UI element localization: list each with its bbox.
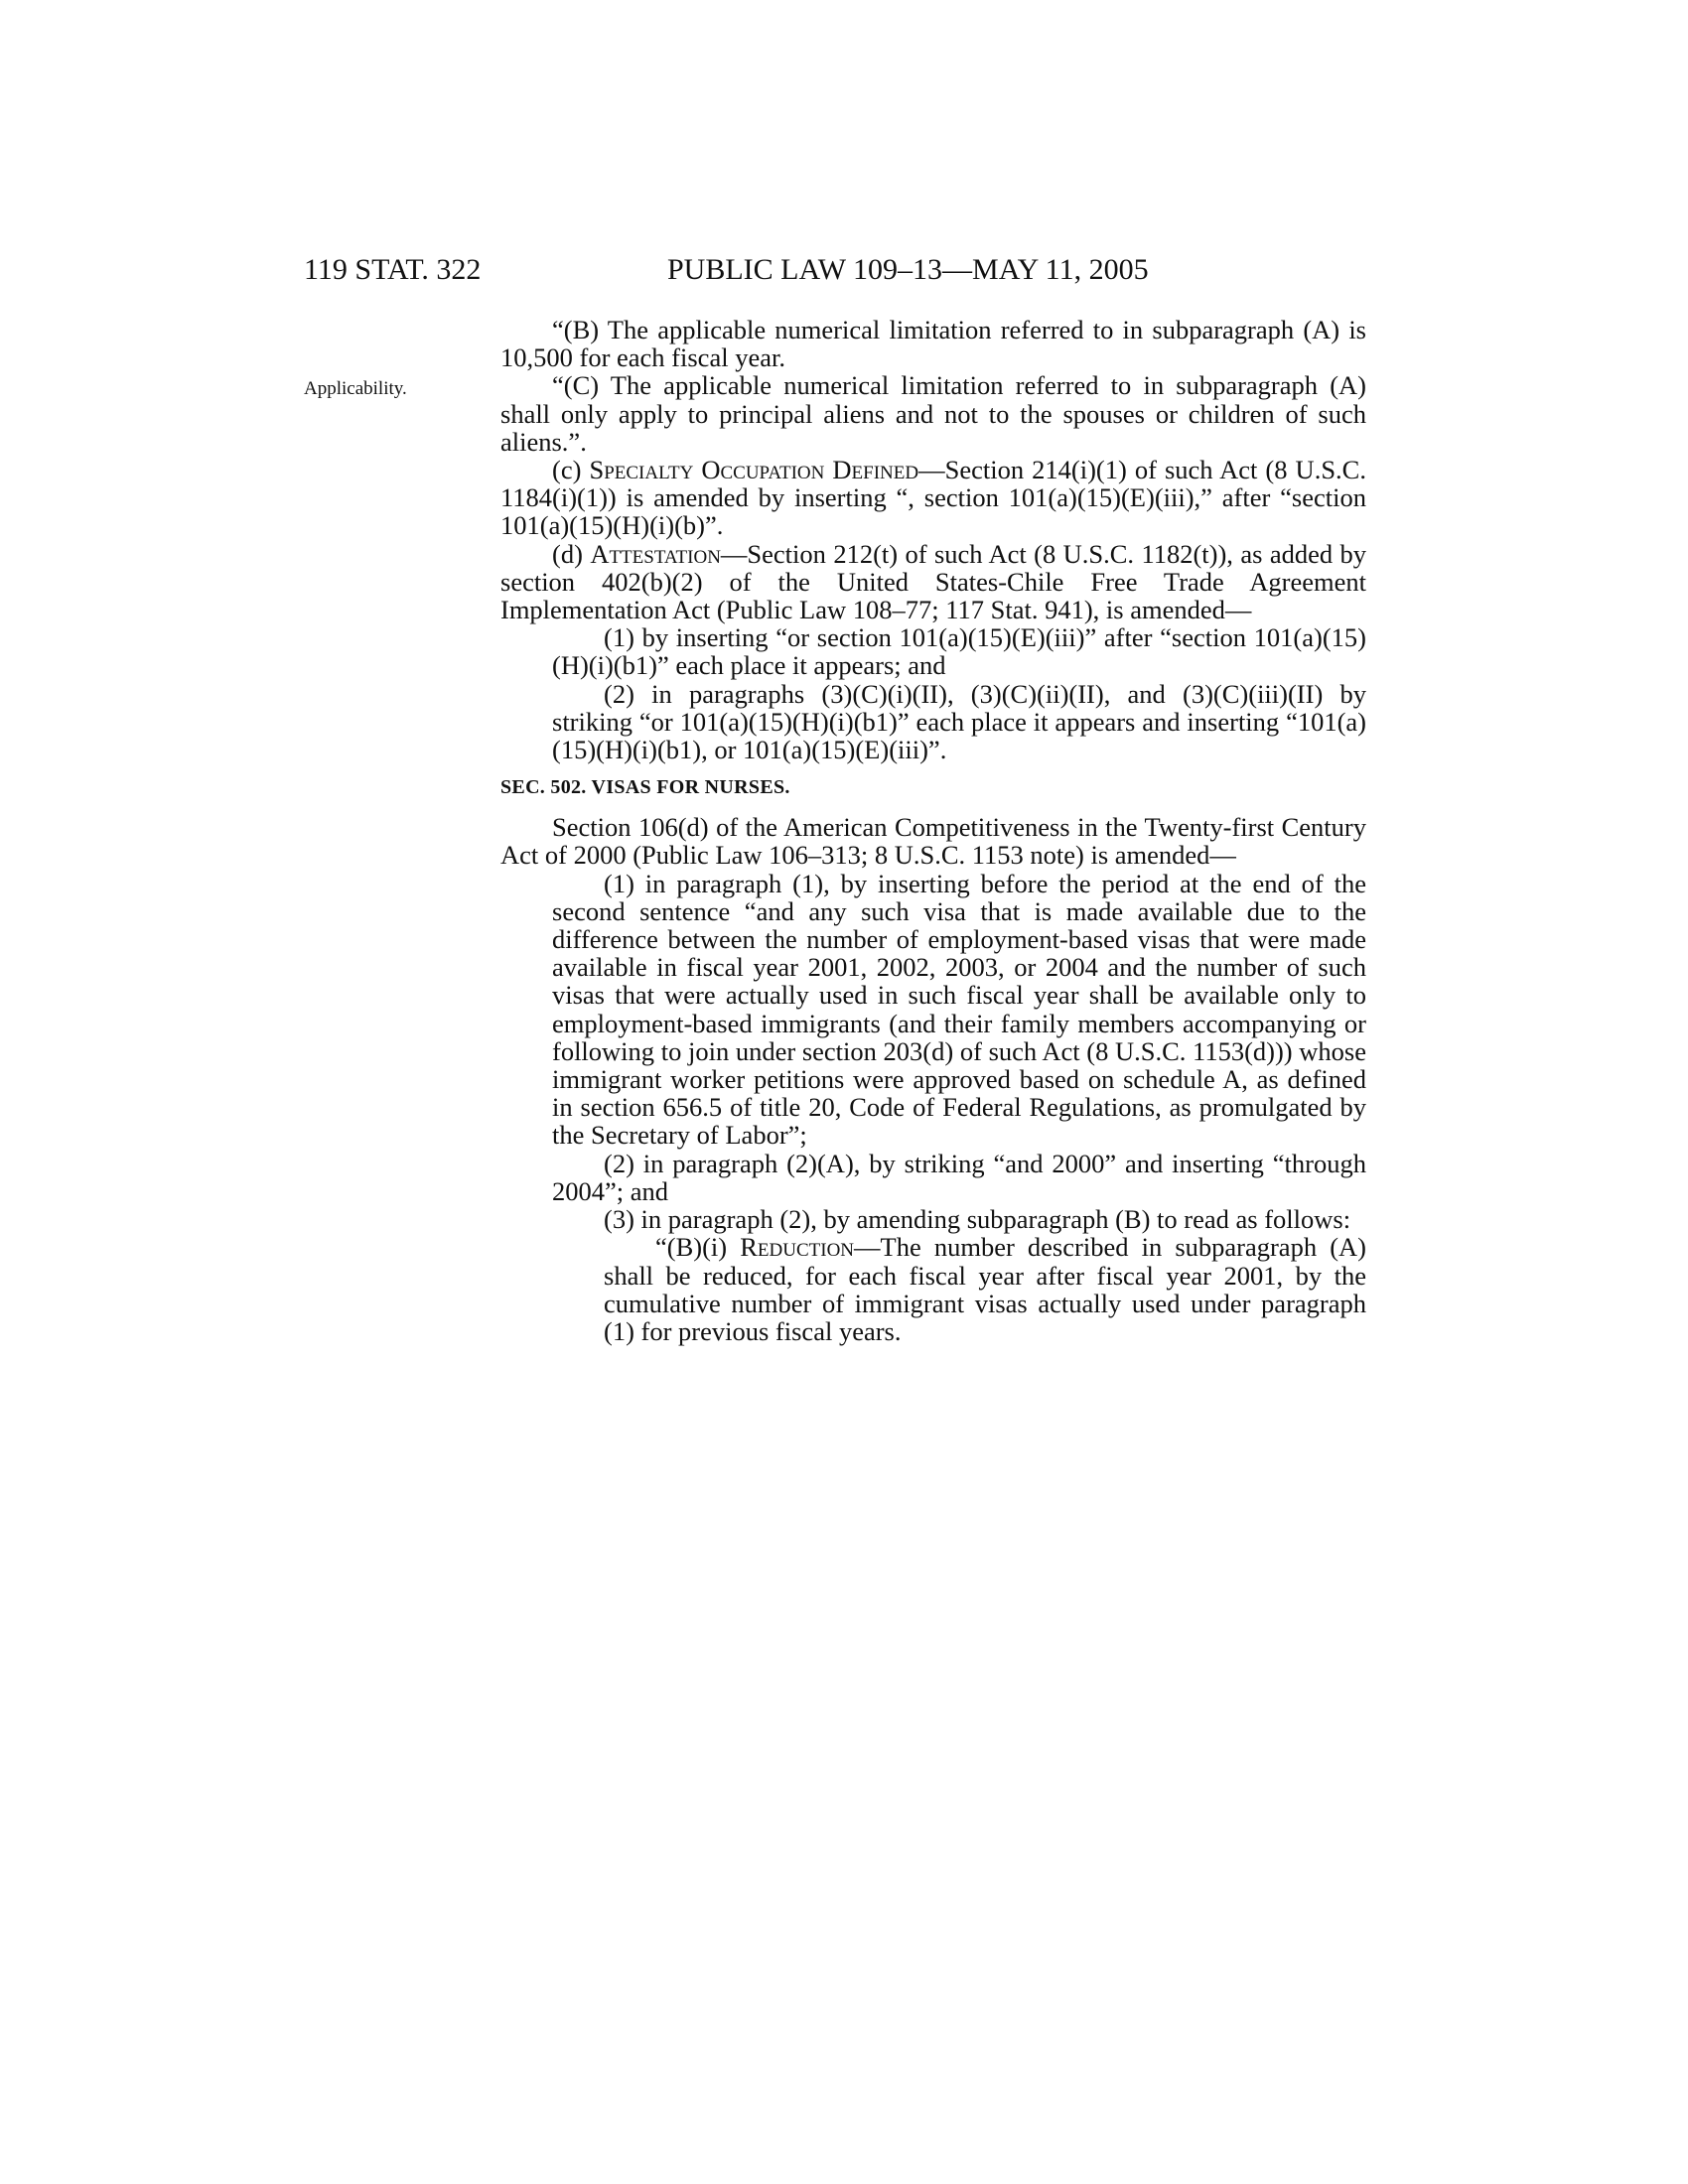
subsection-d	[500, 540, 1366, 624]
subsection-c-label: (c)	[552, 455, 590, 485]
section-502-intro: Section 106(d) of the American Competitiveness in the Twenty-first Century Act of 2000 (Public Law 106–313; 8 U.S.C. 1153 note) is amended—	[500, 812, 1366, 871]
paragraph-b: “(B) The applicable numerical limitation referred to in subparagraph (A) is 10,500 for each fiscal year.	[500, 315, 1366, 373]
subsection-d-text: —Section 212(t) of such Act (8 U.S.C. 1182(t)), as added by section 402(b)(2) of the United States-Chile Free Trade Agreement Implementation Act (Public Law 108–77; 117 Stat. 941), is amended—	[500, 538, 1366, 625]
section-502-item-2: (2) in paragraph (2)(A), by striking “and 2000” and inserting “through 2004”; and	[552, 1148, 1366, 1206]
reduction-text: —The number described in subparagraph (A) shall be reduced, for each fiscal year after fiscal year 2001, by the cumulative number of immigrant visas actually used under paragraph (1) for previous fiscal years.	[604, 1232, 1366, 1346]
subsection-d-heading: Attestation	[590, 538, 721, 569]
body-text	[500, 316, 1366, 1345]
subsection-d-label: (d)	[552, 538, 591, 569]
reduction-clause	[604, 1233, 1366, 1345]
section-502-heading: SEC. 502. VISAS FOR NURSES.	[500, 776, 790, 799]
paragraph-c: “(C) The applicable numerical limitation referred to in subparagraph (A) shall only apply to principal aliens and not to the spouses or children of such aliens.”.	[500, 370, 1366, 457]
reduction-label: “(B)(i)	[655, 1232, 741, 1263]
subsection-c-heading: Specialty Occupation Defined	[589, 455, 919, 485]
reduction-heading: Reduction	[740, 1232, 855, 1263]
page-header	[304, 250, 1366, 290]
margin-note: Applicability.	[304, 378, 407, 399]
section-502-item-1: (1) in paragraph (1), by inserting before the period at the end of the second sentence “and any such visa that is made available due to the difference between the number of employment-based visas that were made available in fiscal year 2001, 2002, 2003, or 2004 and the number of such visas that were actually used in such fiscal year shall be available only to employment-based immigrants (and their family members accompanying or following to join under section 203(d) of such Act (8 U.S.C. 1153(d))) whose immigrant worker petitions were approved based on schedule A, as defined in section 656.5 of title 20, Code of Federal Regulations, as promulgated by the Secretary of Labor”;	[552, 868, 1366, 1151]
subsection-d-item-1: (1) by inserting “or section 101(a)(15)(E)(iii)” after “section 101(a)(15)(H)(i)(b1)” each place it appears; and	[552, 622, 1366, 681]
law-title: PUBLIC LAW 109–13—MAY 11, 2005	[667, 253, 1149, 286]
section-502-item-3: (3) in paragraph (2), by amending subparagraph (B) to read as follows:	[604, 1204, 1351, 1235]
subsection-c-text: —Section 214(i)(1) of such Act (8 U.S.C. 1184(i)(1)) is amended by inserting “, section 101(a)(15)(E)(iii),” after “section 101(a)(15)(H)(i)(b)”.	[500, 455, 1366, 541]
stat-page-number: 119 STAT. 322	[304, 253, 482, 286]
subsection-c	[500, 456, 1366, 540]
subsection-d-item-2: (2) in paragraphs (3)(C)(i)(II), (3)(C)(ii)(II), and (3)(C)(iii)(II) by striking “or 101(a)(15)(H)(i)(b1)” each place it appears and inserting “101(a)(15)(H)(i)(b1), or 101(a)(15)(E)(iii)”.	[552, 678, 1366, 765]
